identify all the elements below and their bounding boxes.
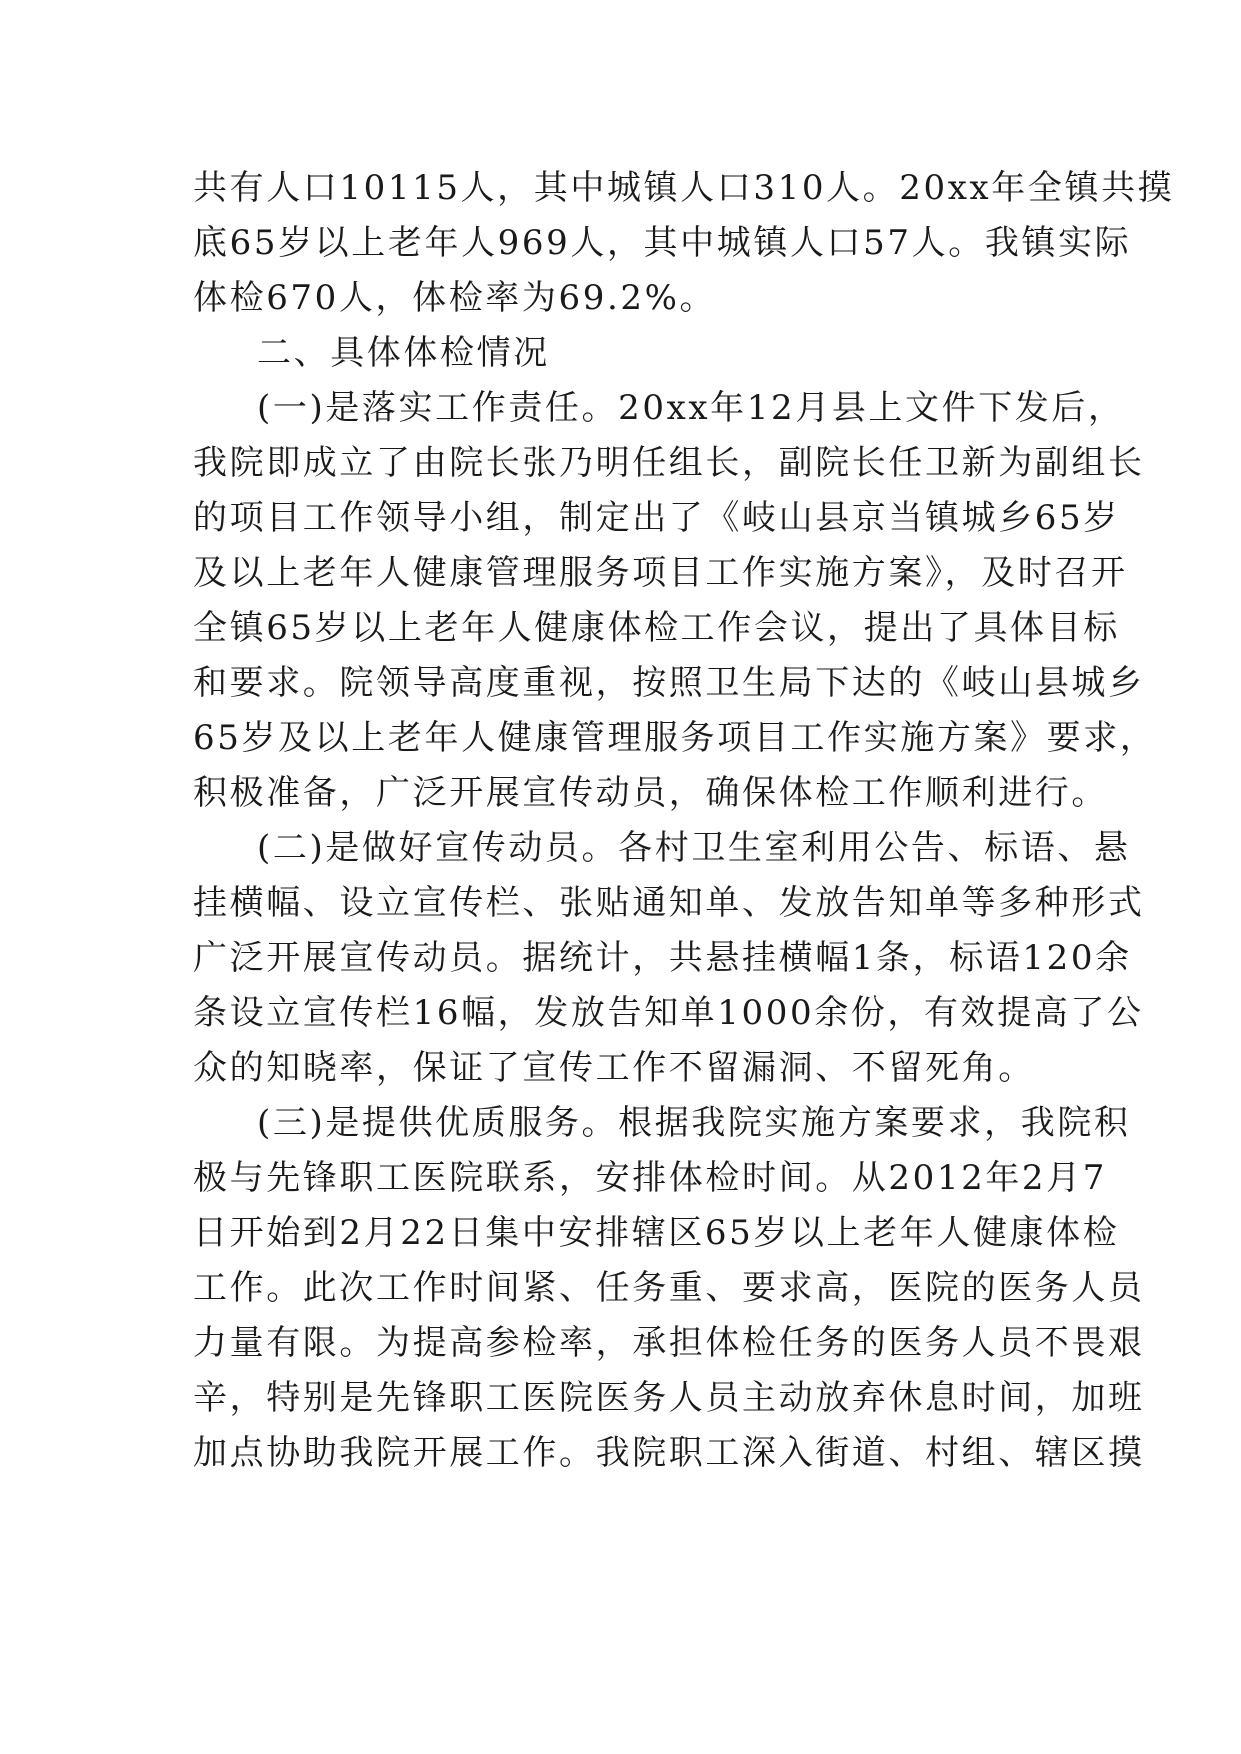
text-line-8: 及以上老年人健康管理服务项目工作实施方案》，及时召开 bbox=[193, 553, 1128, 593]
text-line-7: 的项目工作领导小组，制定出了《岐山县京当镇城乡65岁 bbox=[193, 498, 1120, 538]
text-line-13: (二)是做好宣传动员。各村卫生室利用公告、标语、悬 bbox=[257, 828, 1131, 868]
text-line-9: 全镇65岁以上老年人健康体检工作会议，提出了具体目标 bbox=[193, 608, 1120, 648]
text-line-1: 共有人口10115人，其中城镇人口310人。20xx年全镇共摸 bbox=[193, 168, 1175, 208]
text-line-5: (一)是落实工作责任。20xx年12月县上文件下发后， bbox=[257, 388, 1125, 428]
text-line-24: 加点协助我院开展工作。我院职工深入街道、村组、辖区摸 bbox=[193, 1433, 1145, 1473]
text-line-12: 积极准备，广泛开展宣传动员，确保体检工作顺利进行。 bbox=[193, 773, 1108, 813]
text-line-15: 广泛开展宣传动员。据统计，共悬挂横幅1条，标语120余 bbox=[193, 938, 1132, 978]
text-line-21: 工作。此次工作时间紧、任务重、要求高，医院的医务人员 bbox=[193, 1268, 1145, 1308]
section-heading: 二、具体体检情况 bbox=[257, 333, 550, 373]
text-line-2: 底65岁以上老年人969人，其中城镇人口57人。我镇实际 bbox=[193, 223, 1132, 263]
text-line-16: 条设立宣传栏16幅，发放告知单1000余份，有效提高了公 bbox=[193, 993, 1144, 1033]
text-line-6: 我院即成立了由院长张乃明任组长，副院长任卫新为副组长 bbox=[193, 443, 1145, 483]
text-line-19: 极与先锋职工医院联系，安排体检时间。从2012年2月7 bbox=[193, 1158, 1107, 1198]
text-line-20: 日开始到2月22日集中安排辖区65岁以上老年人健康体检 bbox=[193, 1213, 1120, 1253]
text-line-3: 体检670人，体检率为69.2%。 bbox=[193, 278, 717, 318]
text-line-23: 辛，特别是先锋职工医院医务人员主动放弃休息时间，加班 bbox=[193, 1378, 1145, 1418]
text-line-11: 65岁及以上老年人健康管理服务项目工作实施方案》要求， bbox=[193, 718, 1157, 758]
text-line-10: 和要求。院领导高度重视，按照卫生局下达的《岐山县城乡 bbox=[193, 663, 1145, 703]
text-line-18: (三)是提供优质服务。根据我院实施方案要求，我院积 bbox=[257, 1103, 1131, 1143]
text-line-17: 众的知晓率，保证了宣传工作不留漏洞、不留死角。 bbox=[193, 1048, 1035, 1088]
text-line-14: 挂横幅、设立宣传栏、张贴通知单、发放告知单等多种形式 bbox=[193, 883, 1145, 923]
text-line-22: 力量有限。为提高参检率，承担体检任务的医务人员不畏艰 bbox=[193, 1323, 1145, 1363]
